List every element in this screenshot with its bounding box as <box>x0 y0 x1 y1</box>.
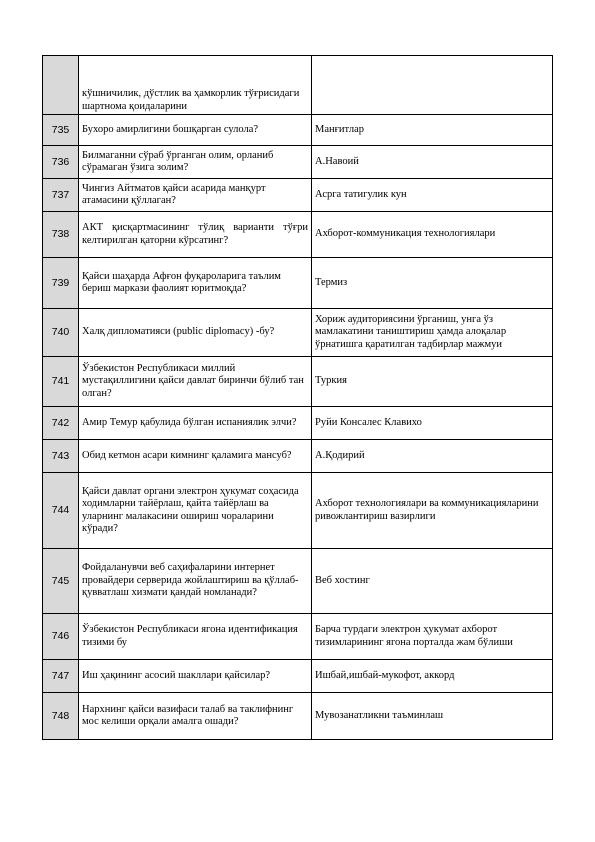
answer-cell: Ахборот-коммуникация технологиялари <box>312 212 553 258</box>
question-cell: Обид кетмон асари кимнинг қаламига мансуб? <box>79 440 312 473</box>
question-cell: Иш ҳақининг асосий шакллари қайсилар? <box>79 660 312 693</box>
answer-cell: А.Қодирий <box>312 440 553 473</box>
question-cell: Қайси давлат органи электрон ҳукумат соҳасида ходимларни тайёрлаш, қайта тайёрлаш ва уларнинг малакасини ошириш чораларини кўради? <box>79 473 312 549</box>
table-row <box>43 660 553 693</box>
answer-cell: Ахборот технологиялари ва коммуникацияларини ривожлантириш вазирлиги <box>312 473 553 549</box>
question-cell: Нархнинг қайси вазифаси талаб ва таклифнинг мос келиши орқали амалга ошади? <box>79 693 312 740</box>
answer-cell: Манғитлар <box>312 115 553 146</box>
questions-table <box>42 55 553 740</box>
question-cell: Бухоро амирлигини бошқарган сулола? <box>79 115 312 146</box>
answer-cell: Мувозанатликни таъминлаш <box>312 693 553 740</box>
row-number: 735 <box>43 115 79 146</box>
row-number: 736 <box>43 146 79 179</box>
question-cell: Билмаганни сўраб ўрганган олим, орланиб сўрамаган ўзига золим? <box>79 146 312 179</box>
table-row <box>43 258 553 309</box>
answer-cell: Туркия <box>312 357 553 407</box>
question-cell: АКТ қисқартмасининг тўлиқ варианти тўғри келтирилган қаторни кўрсатинг? <box>79 212 312 258</box>
row-number: 740 <box>43 309 79 357</box>
question-cell: кўшничилик, дўстлик ва ҳамкорлик тўғрисидаги шартнома қоидаларини <box>79 56 312 115</box>
table-row <box>43 357 553 407</box>
question-cell: Ўзбекистон Республикаси миллий мустақиллигини қайси давлат биринчи бўлиб тан олган? <box>79 357 312 407</box>
row-number: 742 <box>43 407 79 440</box>
table-row <box>43 440 553 473</box>
question-cell: Чингиз Айтматов қайси асарида манқурт атамасини қўллаган? <box>79 179 312 212</box>
answer-cell: Асрга татигулик кун <box>312 179 553 212</box>
answer-cell: Веб хостинг <box>312 549 553 614</box>
question-cell: Қайси шаҳарда Афғон фуқароларига таълим бериш маркази фаолият юритмоқда? <box>79 258 312 309</box>
answer-cell: Ишбай,ишбай-мукофот, аккорд <box>312 660 553 693</box>
row-number: 743 <box>43 440 79 473</box>
table-row <box>43 309 553 357</box>
answer-cell: Барча турдаги электрон ҳукумат ахборот тизимларининг ягона порталда жам бўлиши <box>312 614 553 660</box>
row-number: 747 <box>43 660 79 693</box>
row-number <box>43 56 79 115</box>
row-number: 737 <box>43 179 79 212</box>
row-number: 745 <box>43 549 79 614</box>
table-row <box>43 146 553 179</box>
table-row <box>43 179 553 212</box>
row-number: 746 <box>43 614 79 660</box>
answer-cell: Руйи Консалес Клавихо <box>312 407 553 440</box>
question-cell: Халқ дипломатияси (public diplomacy) -бу? <box>79 309 312 357</box>
answer-cell: Хориж аудиториясини ўрганиш, унга ўз мамлакатини таништириш ҳамда алоқалар ўрнатишга қаратилган тадбирлар мажмуи <box>312 309 553 357</box>
answer-cell <box>312 56 553 115</box>
table-row <box>43 56 553 115</box>
table-row <box>43 407 553 440</box>
question-cell: Фойдаланувчи веб саҳифаларини интернет провайдери серверида жойлаштириш ва қўллаб-қувватлаш хизмати қандай номланади? <box>79 549 312 614</box>
question-cell: Амир Темур қабулида бўлган испаниялик элчи? <box>79 407 312 440</box>
row-number: 738 <box>43 212 79 258</box>
row-number: 748 <box>43 693 79 740</box>
table-row <box>43 693 553 740</box>
table-row <box>43 473 553 549</box>
row-number: 741 <box>43 357 79 407</box>
answer-cell: А.Навоий <box>312 146 553 179</box>
row-number: 739 <box>43 258 79 309</box>
row-number: 744 <box>43 473 79 549</box>
table-row <box>43 212 553 258</box>
table-row <box>43 614 553 660</box>
answer-cell: Термиз <box>312 258 553 309</box>
table-row <box>43 115 553 146</box>
question-cell: Ўзбекистон Республикаси ягона идентификация тизими бу <box>79 614 312 660</box>
table-row <box>43 549 553 614</box>
